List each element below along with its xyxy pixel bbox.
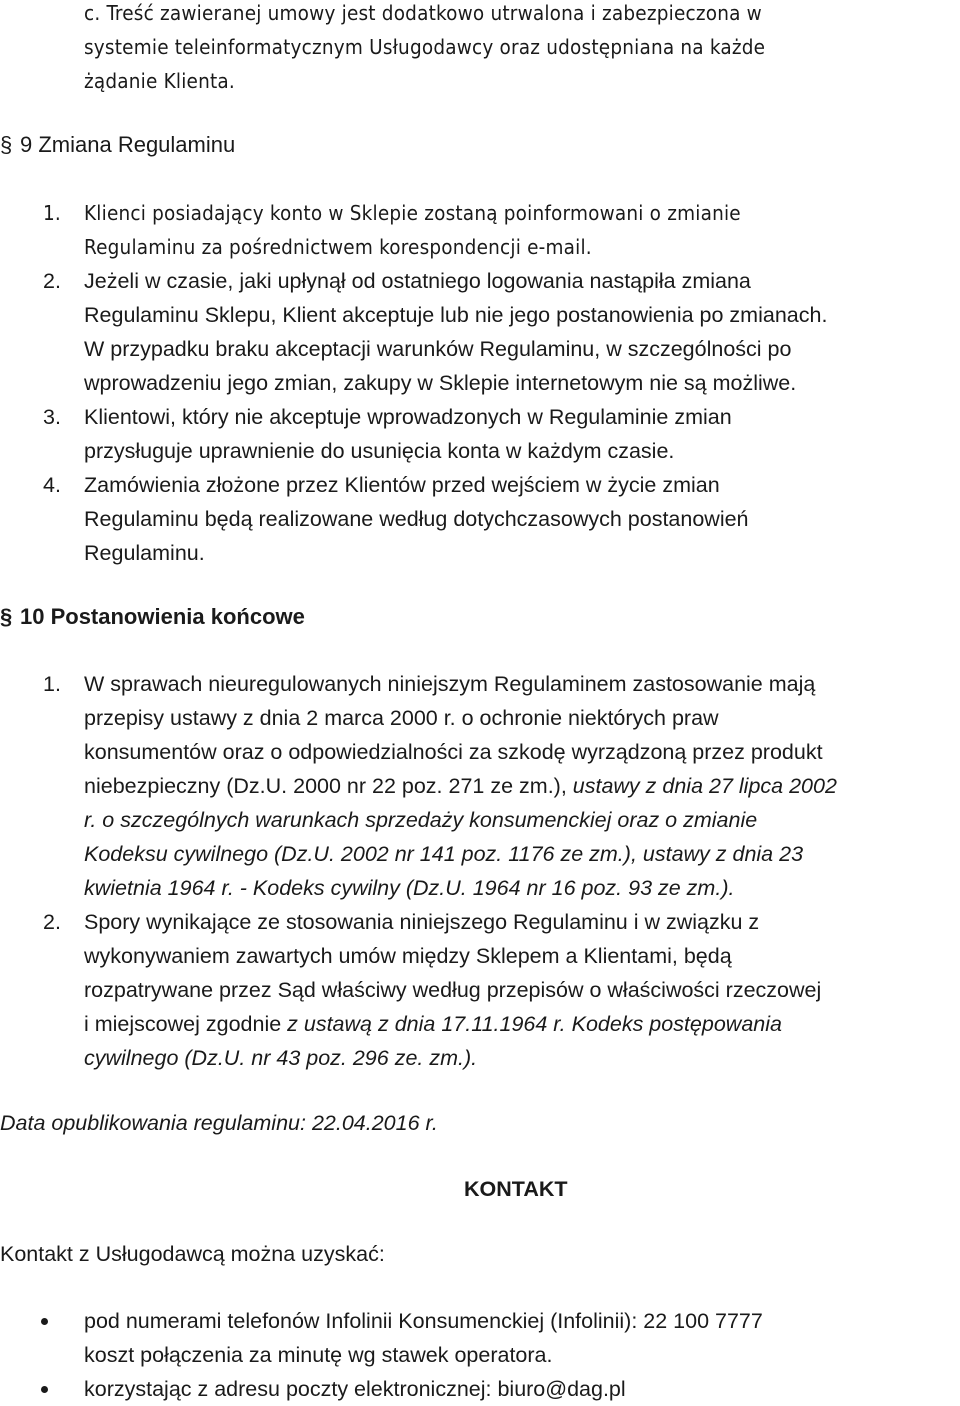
- s9-2-line-3: W przypadku braku akceptacji warunków Regulaminu, w szczególności po: [84, 337, 792, 361]
- s10-2-line-2: wykonywaniem zawartych umów między Sklepem a Klientami, będą: [84, 944, 732, 968]
- s9-1-number: 1.: [43, 201, 61, 225]
- s10-2-line-4-italic: z ustawą z dnia 17.11.1964 r. Kodeks postępowania: [287, 1012, 782, 1036]
- s9-2-number: 2.: [43, 269, 61, 293]
- contact-intro: Kontakt z Usługodawcą można uzyskać:: [0, 1242, 385, 1266]
- s9-4-line-3: Regulaminu.: [84, 541, 205, 565]
- s9-4-line-2: Regulaminu będą realizowane według dotychczasowych postanowień: [84, 507, 749, 531]
- s9-1-line-2: Regulaminu za pośrednictwem korespondencji e-mail.: [84, 235, 592, 259]
- s10-1-line-3: konsumentów oraz o odpowiedzialności za szkodę wyrządzoną przez produkt: [84, 740, 823, 764]
- contact-phone-line-2: koszt połączenia za minutę wg stawek operatora.: [84, 1343, 553, 1367]
- s10-1-line-6: Kodeksu cywilnego (Dz.U. 2002 nr 141 poz. 1176 ze zm.), ustawy z dnia 23: [84, 842, 804, 866]
- s10-1-line-4-italic: ustawy z dnia 27 lipca 2002: [566, 774, 837, 798]
- s9-2-line-4: wprowadzeniu jego zmian, zakupy w Sklepie internetowym nie są możliwe.: [84, 371, 797, 395]
- s10-2-line-4-plain: i miejscowej zgodnie: [84, 1012, 288, 1036]
- s10-1-number: 1.: [43, 672, 61, 696]
- item-c-line-1: c. Treść zawieranej umowy jest dodatkowo utrwalona i zabezpieczona w: [84, 1, 762, 25]
- s10-1-line-4-plain: niebezpieczny (Dz.U. 2000 nr 22 poz. 271 ze zm.),: [84, 774, 567, 798]
- section-9-symbol: §: [0, 132, 13, 157]
- section-9-title: 9 Zmiana Regulaminu: [20, 132, 236, 157]
- s10-2-line-1: Spory wynikające ze stosowania niniejszego Regulaminu i w związku z: [84, 910, 760, 934]
- bullet-icon: [41, 1386, 48, 1393]
- contact-phone-line-1: pod numerami telefonów Infolinii Konsumenckiej (Infolinii): 22 100 7777: [84, 1309, 763, 1333]
- s9-4-line-1: Zamówienia złożone przez Klientów przed wejściem w życie zmian: [84, 473, 720, 497]
- contact-heading: KONTAKT: [464, 1177, 568, 1201]
- s9-3-number: 3.: [43, 405, 61, 429]
- s10-2-line-3: rozpatrywane przez Sąd właściwy według przepisów o właściwości rzeczowej: [84, 978, 822, 1002]
- section-10-symbol: §: [0, 604, 13, 629]
- s10-2-number: 2.: [43, 910, 61, 934]
- s9-3-line-2: przysługuje uprawnienie do usunięcia konta w każdym czasie.: [84, 439, 675, 463]
- s10-2-line-5: cywilnego (Dz.U. nr 43 poz. 296 ze. zm.).: [84, 1046, 478, 1070]
- contact-email-line: korzystając z adresu poczty elektronicznej: biuro@dag.pl: [84, 1377, 626, 1401]
- s10-1-line-7: kwietnia 1964 r. - Kodeks cywilny (Dz.U. 1964 nr 16 poz. 93 ze zm.).: [84, 876, 735, 900]
- bullet-icon: [41, 1318, 48, 1325]
- s10-2-line-4: [84, 1007, 782, 1041]
- s10-1-line-2: przepisy ustawy z dnia 2 marca 2000 r. o ochronie niektórych praw: [84, 706, 719, 730]
- s9-2-line-1: Jeżeli w czasie, jaki upłynął od ostatniego logowania nastąpiła zmiana: [84, 269, 751, 293]
- s10-1-line-1: W sprawach nieuregulowanych niniejszym Regulaminem zastosowanie mają: [84, 672, 816, 696]
- s9-3-line-1: Klientowi, który nie akceptuje wprowadzonych w Regulaminie zmian: [84, 405, 732, 429]
- s9-2-line-2: Regulaminu Sklepu, Klient akceptuje lub nie jego postanowienia po zmianach.: [84, 303, 828, 327]
- item-c-line-2: systemie teleinformatycznym Usługodawcy oraz udostępniana na każde: [84, 35, 766, 59]
- s10-1-line-4: [84, 769, 837, 803]
- publication-date: Data opublikowania regulaminu: 22.04.2016 r.: [0, 1111, 438, 1135]
- s9-1-line-1: Klienci posiadający konto w Sklepie zostaną poinformowani o zmianie: [84, 201, 741, 225]
- s9-4-number: 4.: [43, 473, 61, 497]
- item-c-line-3: żądanie Klienta.: [84, 69, 235, 93]
- section-10-title: 10 Postanowienia końcowe: [20, 604, 305, 629]
- s10-1-line-5: r. o szczególnych warunkach sprzedaży konsumenckiej oraz o zmianie: [84, 808, 758, 832]
